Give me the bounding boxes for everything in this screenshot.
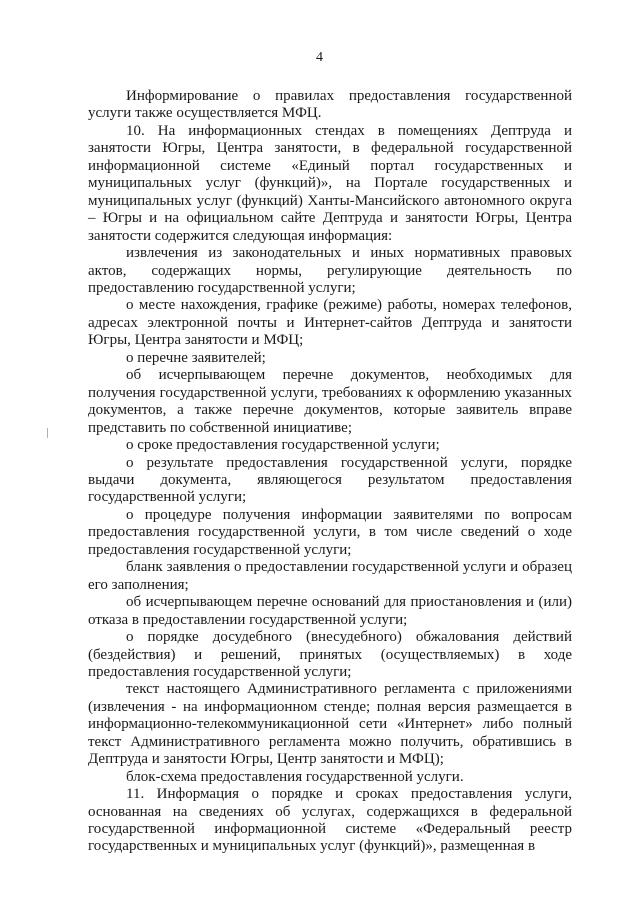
paragraph-mfc-informing: Информирование о правилах предоставления государственной услуги также осуществляется МФЦ.: [88, 88, 572, 122]
document-body: [88, 88, 572, 856]
list-item-result: о результате предоставления государственной услуги, порядке выдачи документа, являющегося результатом предоставления государственной услуги;: [88, 454, 572, 506]
paragraph-11-info-order: 11. Информация о порядке и сроках предоставления услуги, основанная на сведениях об услугах, содержащихся в федеральной государственной информационной системе «Федеральный реестр государственных и муниципальных услуг (функций)», размещенная в: [88, 786, 572, 855]
list-item-legal-extracts: извлечения из законодательных и иных нормативных правовых актов, содержащих нормы, регулирующие деятельность по предоставлению государственной услуги;: [88, 245, 572, 296]
list-item-regulation-text: текст настоящего Административного регламента с приложениями (извлечения - на информационном стенде; полная версия размещается в информационно-телекоммуникационной сети «Интернет» либо полный текст Административного регламента можно получить, обратившись в Дептруда и занятости Югры, Центр занятости и МФЦ);: [88, 681, 572, 768]
list-item-procedure: о процедуре получения информации заявителями по вопросам предоставления государственной услуги, в том числе сведений о ходе предоставления государственной услуги;: [88, 506, 572, 558]
paragraph-10-info-stands: 10. На информационных стендах в помещениях Дептруда и занятости Югры, Центра занятости, в федеральной государственной информационной системе «Единый портал государственных и муниципальных услуг (функций)», на Портале государственных и муниципальных услуг (функций) Ханты-Мансийского автономного округа – Югры и на официальном сайте Дептруда и занятости Югры, Центра занятости содержится следующая информация:: [88, 122, 572, 244]
list-item-application-form: бланк заявления о предоставлении государственной услуги и образец его заполнения;: [88, 559, 572, 593]
page-number: 4: [316, 50, 323, 65]
list-item-documents: об исчерпывающем перечне документов, необходимых для получения государственной услуги, требованиях к оформлению указанных документов, а также перечне документов, которые заявитель вправе представить по собственной инициативе;: [88, 367, 572, 436]
list-item-location-schedule: о месте нахождения, графике (режиме) работы, номерах телефонов, адресах электронной почты и Интернет-сайтов Дептруда и занятости Югры, Центра занятости и МФЦ;: [88, 297, 572, 349]
scan-edge-mark: [47, 428, 48, 438]
list-item-term: о сроке предоставления государственной услуги;: [126, 437, 440, 454]
list-item-applicants: о перечне заявителей;: [126, 349, 266, 366]
list-item-refusal-grounds: об исчерпывающем перечне оснований для приостановления и (или) отказа в предоставлении государственной услуги;: [88, 594, 572, 628]
list-item-appeal: о порядке досудебного (внесудебного) обжалования действий (бездействия) и решений, принятых (осуществляемых) в ходе предоставления государственной услуги;: [88, 629, 572, 680]
list-item-flowchart: блок-схема предоставления государственной услуги.: [126, 768, 464, 785]
